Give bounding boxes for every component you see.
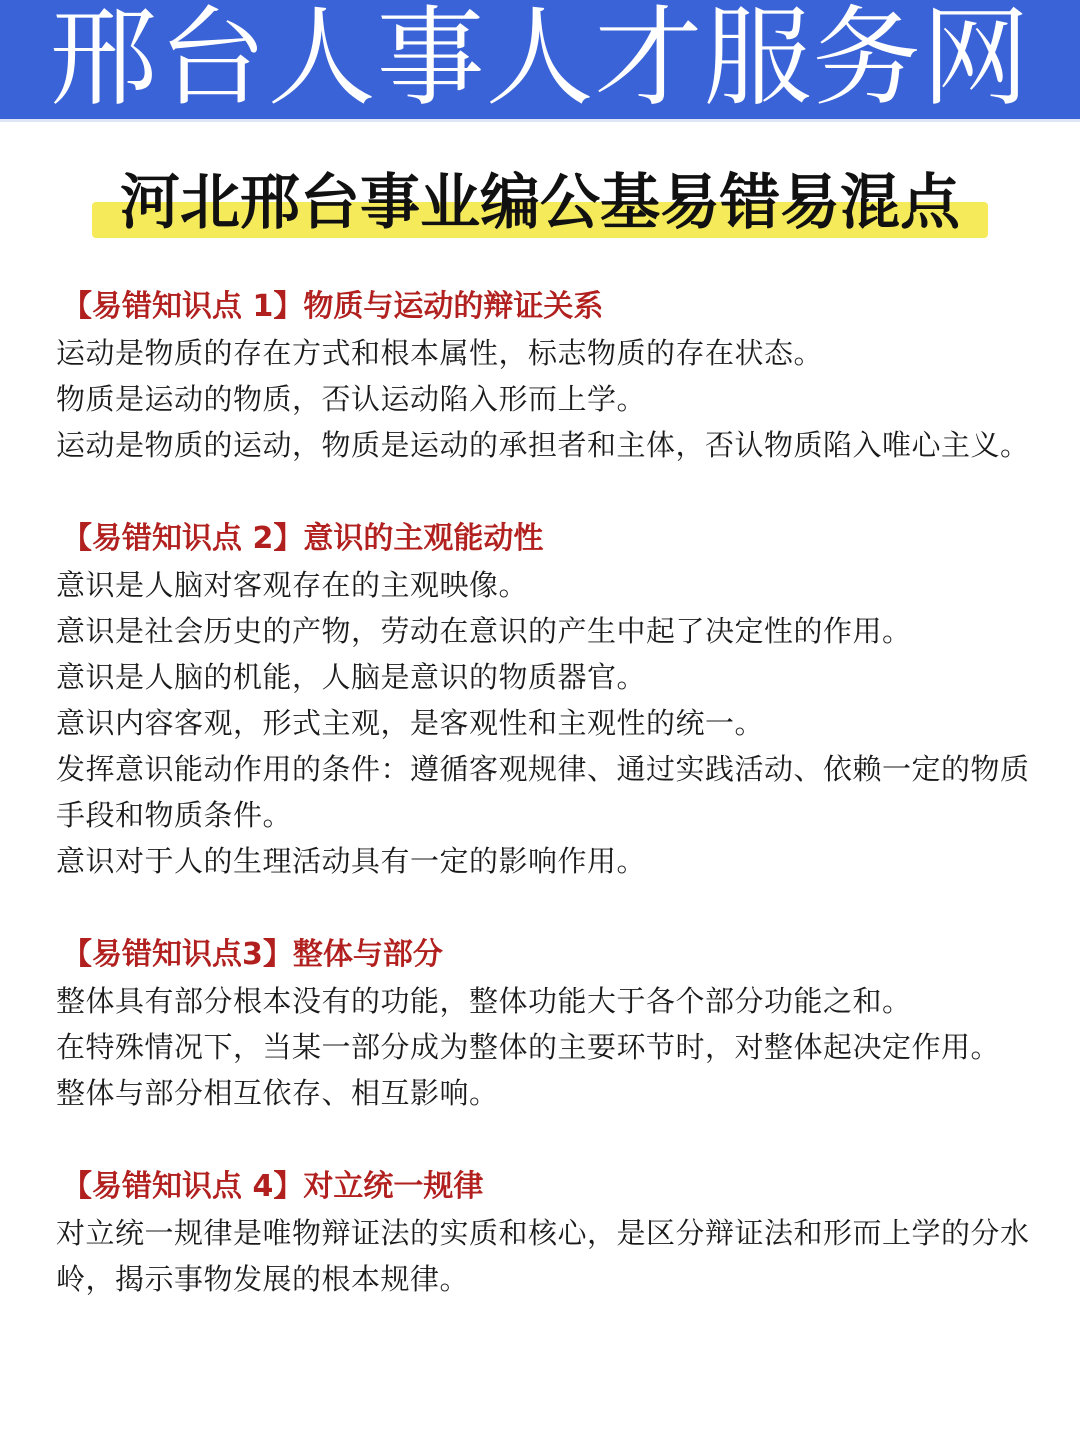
paragraph-line: 整体具有部分根本没有的功能，整体功能大于各个部分功能之和。	[56, 984, 912, 1018]
section-heading: 【易错知识点 2】意识的主观能动性	[62, 521, 544, 556]
paragraph-line: 对立统一规律是唯物辩证法的实质和核心，是区分辩证法和形而上学的分水岭，揭示事物发展的根本规律。	[56, 1216, 1030, 1296]
section-heading: 【易错知识点 1】物质与运动的辩证关系	[62, 289, 604, 324]
paragraph-line: 整体与部分相互依存、相互影响。	[56, 1076, 499, 1110]
paragraph-line: 运动是物质的运动，物质是运动的承担者和主体，否认物质陷入唯心主义。	[56, 428, 1030, 462]
section-heading: 【易错知识点 4】对立统一规律	[62, 1169, 484, 1204]
knowledge-section-3	[56, 932, 1036, 1116]
page-title: 河北邢台事业编公基易错易混点	[120, 168, 960, 238]
paragraph-line: 意识对于人的生理活动具有一定的影响作用。	[56, 844, 647, 878]
paragraph-line: 在特殊情况下，当某一部分成为整体的主要环节时，对整体起决定作用。	[56, 1030, 1001, 1064]
article-body	[56, 284, 1036, 1350]
site-banner	[0, 0, 1080, 122]
paragraph-line: 运动是物质的存在方式和根本属性，标志物质的存在状态。	[56, 336, 824, 370]
paragraph-line: 意识是社会历史的产物，劳动在意识的产生中起了决定性的作用。	[56, 614, 912, 648]
site-title: 邢台人事人才服务网	[49, 0, 1031, 121]
knowledge-section-4	[56, 1164, 1036, 1302]
paragraph-line: 物质是运动的物质，否认运动陷入形而上学。	[56, 382, 647, 416]
paragraph-line: 发挥意识能动作用的条件：遵循客观规律、通过实践活动、依赖一定的物质手段和物质条件。	[56, 752, 1030, 832]
knowledge-section-1	[56, 284, 1036, 468]
paragraph-line: 意识是人脑对客观存在的主观映像。	[56, 568, 529, 602]
section-heading: 【易错知识点3】整体与部分	[62, 937, 443, 972]
paragraph-line: 意识内容客观，形式主观，是客观性和主观性的统一。	[56, 706, 765, 740]
paragraph-line: 意识是人脑的机能，人脑是意识的物质器官。	[56, 660, 647, 694]
knowledge-section-2	[56, 516, 1036, 884]
headline-block	[0, 160, 1080, 250]
